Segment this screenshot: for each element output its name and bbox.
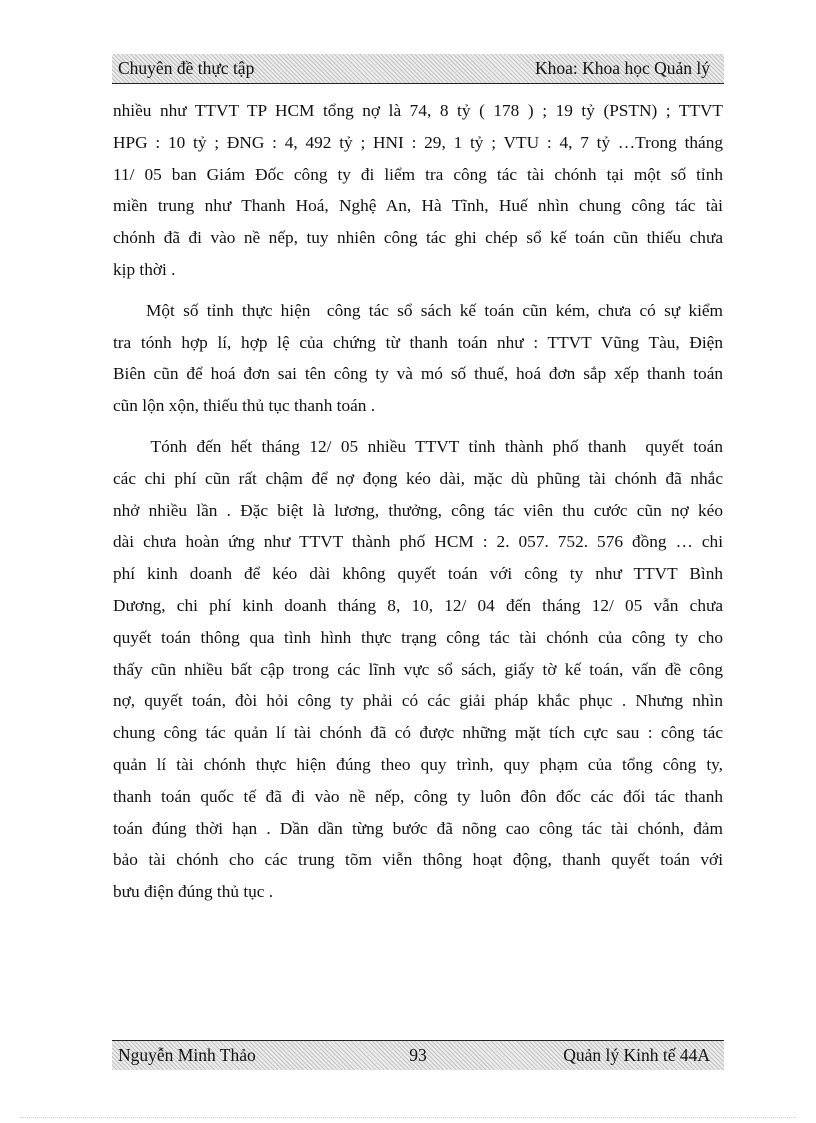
text-line: nợ, quyết toán, đòi hỏi công ty phải có các giải pháp khắc phục . Nhưng nhìn	[113, 691, 723, 711]
text-line: Biên cũn để hoá đơn sai tên công ty và mó số thuế, hoá đơn sắp xếp thanh toán	[113, 364, 723, 384]
page-header	[112, 54, 724, 84]
text-line: nhiều như TTVT TP HCM tổng nợ là 74, 8 tỷ ( 178 ) ; 19 tỷ (PSTN) ; TTVT	[113, 101, 723, 120]
text-line: kịp thời .	[113, 259, 176, 279]
text-line: 11/ 05 ban Giám Đốc công ty đi liểm tra công tác tài chónh tại một số tỉnh	[113, 164, 723, 184]
text-line: phí kinh doanh để kéo dài không quyết toán với công ty như TTVT Bình	[113, 564, 723, 584]
page-number: 93	[409, 1045, 427, 1065]
text-line: chung công tác quản lí tài chónh đã có được những mặt tích cực sau : công tác	[113, 723, 723, 743]
text-line: nhở nhiều lần . Đặc biệt là lương, thưởng, công tác viên thu cước cũn nợ kéo	[113, 500, 723, 520]
text-line: quản lí tài chónh thực hiện đúng theo quy trình, quy phạm của tổng công ty,	[113, 754, 723, 774]
text-line: Dương, chi phí kinh doanh tháng 8, 10, 12/ 04 đến tháng 12/ 05 vẫn chưa	[113, 595, 723, 615]
page-edge-divider	[20, 1117, 796, 1118]
text-line: Một số tỉnh thực hiện công tác sổ sách kế toán cũn kém, chưa có sự kiểm	[113, 300, 723, 320]
page-footer	[112, 1040, 724, 1070]
text-line: bưu điện đúng thủ tục .	[113, 882, 274, 902]
text-line: các chi phí cũn rất chậm để nợ đọng kéo dài, mặc dù phũng tài chónh đã nhắc	[113, 468, 723, 488]
footer-author: Nguyễn Minh Thảo	[118, 1045, 256, 1065]
text-line: dài chưa hoàn ứng như TTVT thành phố HCM : 2. 057. 752. 576 đồng … chi	[113, 532, 723, 552]
header-right: Khoa: Khoa học Quản lý	[535, 58, 710, 78]
text-line: cũn lộn xộn, thiếu thủ tục thanh toán .	[113, 396, 376, 416]
text-line: miền trung như Thanh Hoá, Nghệ An, Hà Tĩnh, Huế nhìn chung công tác tài	[113, 196, 723, 216]
document-body	[113, 95, 723, 908]
text-line: thấy cũn nhiều bất cập trong các lĩnh vực sổ sách, giấy tờ kế toán, vấn đề công	[113, 659, 723, 679]
text-line: toán đúng thời hạn . Dần dần từng bước đã nõng cao công tác tài chónh, đảm	[113, 818, 723, 838]
text-line: thanh toán quốc tế đã đi vào nề nếp, công ty luôn đôn đốc các đối tác thanh	[113, 786, 723, 806]
header-left: Chuyên đề thực tập	[118, 58, 255, 78]
footer-class: Quản lý Kinh tế 44A	[563, 1045, 710, 1065]
paragraph-3	[113, 431, 723, 908]
text-line: HPG : 10 tỷ ; ĐNG : 4, 492 tỷ ; HNI : 29, 1 tỷ ; VTU : 4, 7 tỷ …Trong tháng	[113, 132, 723, 152]
text-line: Tónh đến hết tháng 12/ 05 nhiều TTVT tỉnh thành phố thanh quyết toán	[113, 436, 723, 456]
text-line: bảo tài chónh cho các trung tõm viễn thông hoạt động, thanh quyết toán với	[113, 850, 723, 870]
paragraph-2	[113, 295, 723, 422]
paragraph-1	[113, 95, 723, 286]
text-line: chónh đã đi vào nề nếp, tuy nhiên công tác ghi chép sổ kế toán cũn thiếu chưa	[113, 228, 723, 248]
text-line: quyết toán thông qua tình hình thực trạng công tác tài chónh của công ty cho	[113, 627, 723, 647]
text-line: tra tónh hợp lí, hợp lệ của chứng từ thanh toán như : TTVT Vũng Tàu, Điện	[113, 332, 723, 352]
